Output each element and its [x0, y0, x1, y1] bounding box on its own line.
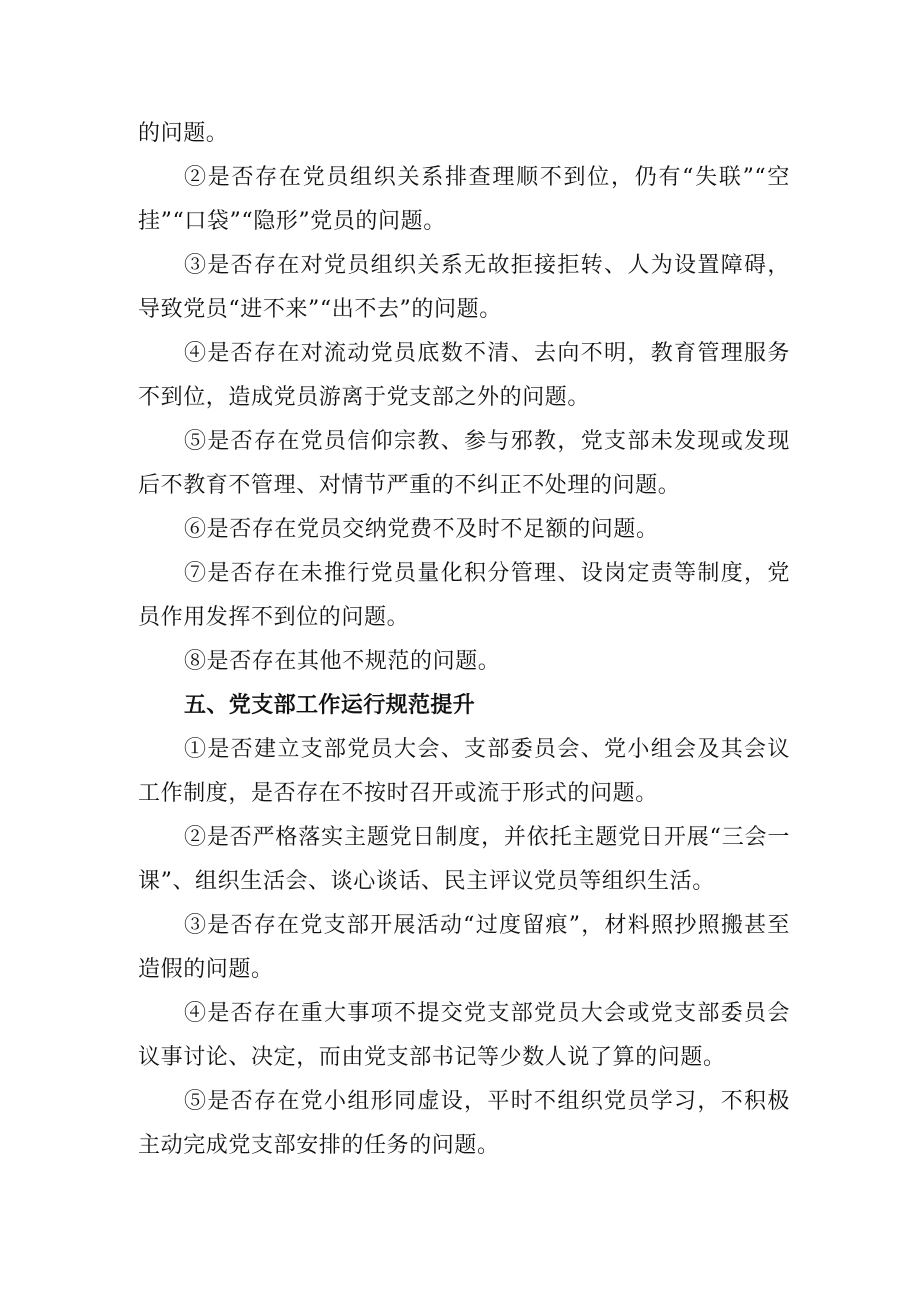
section-heading: 五、党支部工作运行规范提升 [184, 693, 476, 718]
paragraph-section5-item-1: ①是否建立支部党员大会、支部委员会、党小组会及其会议工作制度，是否存在不按时召开或流于形式的问题。 [138, 737, 790, 806]
paragraph-section5-item-5: ⑤是否存在党小组形同虚设，平时不组织党员学习，不积极主动完成党支部安排的任务的问题。 [138, 1089, 790, 1158]
paragraph-item-3: ③是否存在对党员组织关系无故拒接拒转、人为设置障碍，导致党员“进不来”“出不去”的问题。 [138, 253, 790, 322]
paragraph-item-2: ②是否存在党员组织关系排查理顺不到位，仍有“失联”“空挂”“口袋”“隐形”党员的问题。 [138, 165, 790, 234]
document-body [138, 112, 790, 1168]
paragraph-section5-item-4: ④是否存在重大事项不提交党支部党员大会或党支部委员会议事讨论、决定，而由党支部书记等少数人说了算的问题。 [138, 1001, 790, 1070]
paragraph-item-4: ④是否存在对流动党员底数不清、去向不明，教育管理服务不到位，造成党员游离于党支部之外的问题。 [138, 341, 790, 410]
paragraph-item-8: ⑧是否存在其他不规范的问题。 [184, 649, 501, 674]
paragraph-continuation: 的问题。 [138, 121, 229, 146]
paragraph-section5-item-3: ③是否存在党支部开展活动“过度留痕”，材料照抄照搬甚至造假的问题。 [138, 913, 790, 982]
paragraph-item-6: ⑥是否存在党员交纳党费不及时不足额的问题。 [184, 517, 659, 542]
paragraph-section5-item-2: ②是否严格落实主题党日制度，并依托主题党日开展“三会一课”、组织生活会、谈心谈话、民主评议党员等组织生活。 [138, 825, 790, 894]
paragraph-item-7: ⑦是否存在未推行党员量化积分管理、设岗定责等制度，党员作用发挥不到位的问题。 [138, 561, 790, 630]
paragraph-item-5: ⑤是否存在党员信仰宗教、参与邪教，党支部未发现或发现后不教育不管理、对情节严重的不纠正不处理的问题。 [138, 429, 790, 498]
